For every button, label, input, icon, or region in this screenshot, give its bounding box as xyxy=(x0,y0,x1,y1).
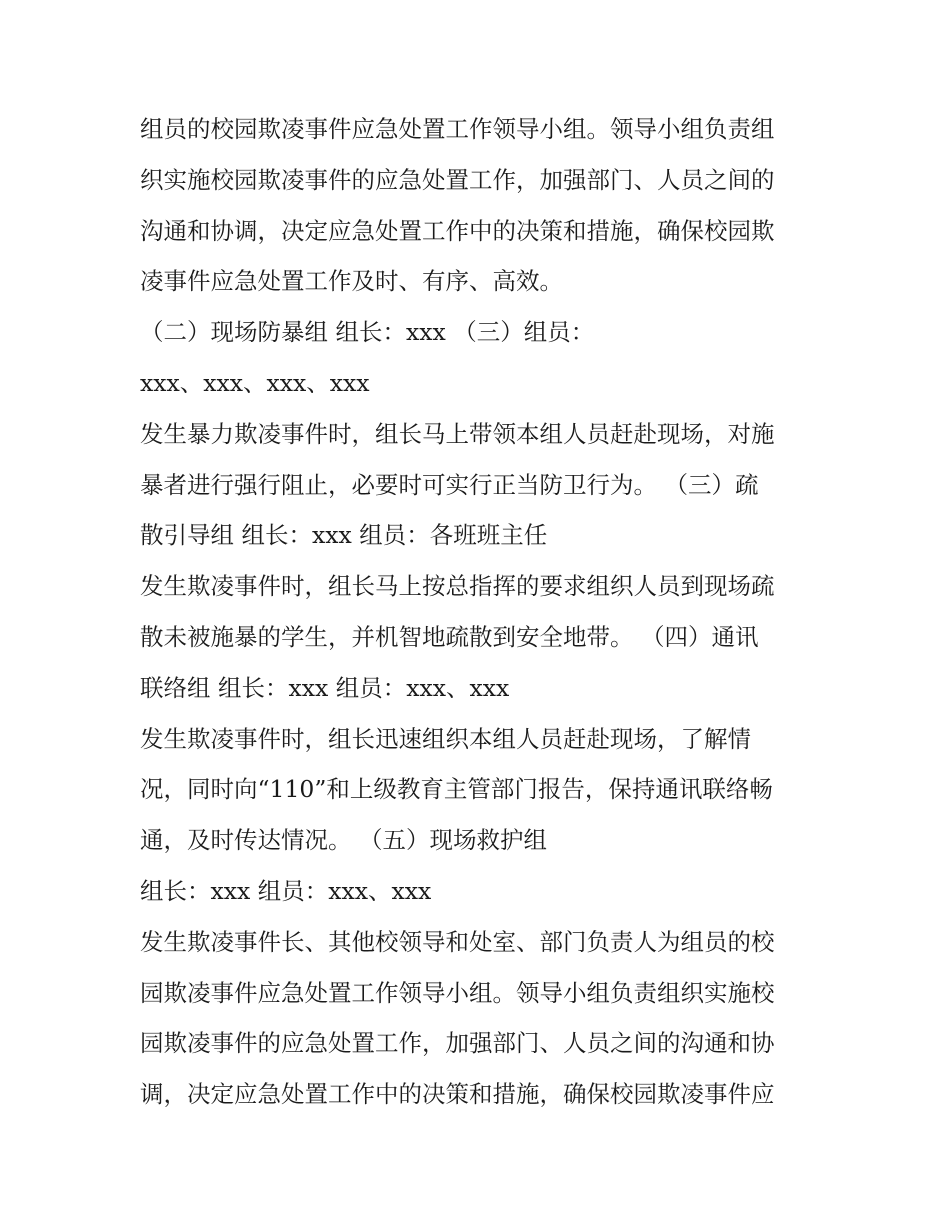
text-line: 联络组 组长：xxx 组员：xxx、xxx xyxy=(140,673,510,702)
text-line: 通，及时传达情况。 （五）现场救护组 xyxy=(140,826,547,855)
text-line: 凌事件应急处置工作及时、有序、高效。 xyxy=(140,267,563,296)
body-text xyxy=(140,104,820,1120)
text-line: 散未被施暴的学生，并机智地疏散到安全地带。 （四）通讯 xyxy=(140,622,759,651)
text-line: 发生欺凌事件长、其他校领导和处室、部门负责人为组员的校 xyxy=(140,927,775,956)
text-line: 暴者进行强行阻止，必要时可实行正当防卫行为。 （三）疏 xyxy=(140,470,759,499)
text-line: 发生欺凌事件时，组长迅速组织本组人员赶赴现场，了解情 xyxy=(140,724,751,753)
text-line: 园欺凌事件的应急处置工作，加强部门、人员之间的沟通和协 xyxy=(140,1029,775,1058)
text-line: 组员的校园欺凌事件应急处置工作领导小组。领导小组负责组 xyxy=(140,115,775,143)
text-line: 沟通和协调，决定应急处置工作中的决策和措施，确保校园欺 xyxy=(140,216,775,245)
text-line: 发生欺凌事件时，组长马上按总指挥的要求组织人员到现场疏 xyxy=(140,572,775,601)
text-line: 况，同时向“110”和上级教育主管部门报告，保持通讯联络畅 xyxy=(140,775,773,804)
text-line: 织实施校园欺凌事件的应急处置工作，加强部门、人员之间的 xyxy=(140,165,775,194)
text-line: 调，决定应急处置工作中的决策和措施，确保校园欺凌事件应 xyxy=(140,1080,775,1109)
text-line: 园欺凌事件应急处置工作领导小组。领导小组负责组织实施校 xyxy=(140,978,775,1007)
text-line: 散引导组 组长：xxx 组员：各班班主任 xyxy=(140,521,548,550)
text-line: 组长：xxx 组员：xxx、xxx xyxy=(140,876,432,905)
text-line: 发生暴力欺凌事件时，组长马上带领本组人员赶赴现场，对施 xyxy=(140,419,775,448)
text-line: xxx、xxx、xxx、xxx xyxy=(140,368,370,397)
section-heading-line: （二）现场防暴组 组长：xxx （三）组员： xyxy=(140,318,595,347)
